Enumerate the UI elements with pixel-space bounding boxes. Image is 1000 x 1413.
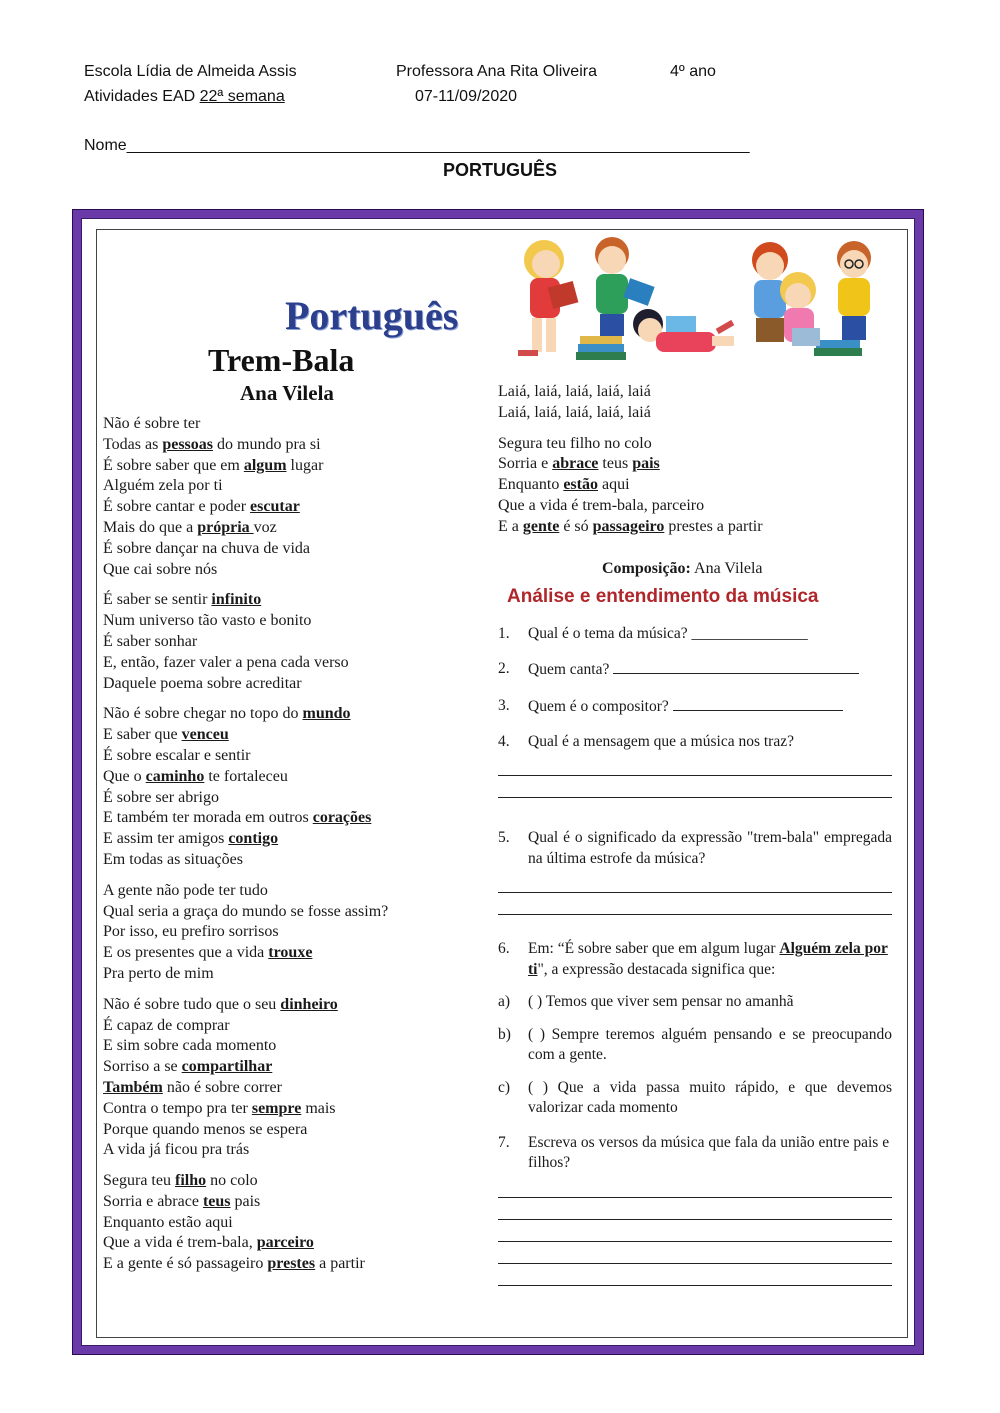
left-lyric-line (103, 725, 473, 746)
lyric-text: Mais do que a (103, 518, 198, 536)
lyric-text: A vida já ficou pra trás (103, 1141, 250, 1159)
option-letter: c) (498, 1078, 511, 1096)
left-stanza (103, 414, 473, 580)
lyric-text: Qual seria a graça do mundo se fosse assim? (103, 902, 389, 920)
left-lyric-line (103, 1140, 473, 1161)
left-lyric-line (103, 1213, 473, 1234)
highlighted-word: gente (522, 517, 560, 535)
lyric-text: pais (230, 1192, 261, 1210)
highlighted-word: mundo (302, 705, 351, 723)
left-lyric-line (103, 414, 473, 435)
highlighted-word: Também (103, 1078, 163, 1096)
lyric-text: É saber se sentir (103, 591, 212, 609)
left-lyric-line (103, 767, 473, 788)
highlighted-word: caminho (145, 767, 205, 785)
left-lyric-line (103, 1120, 473, 1141)
left-lyric-line (103, 1036, 473, 1057)
activity-week: 22ª semana (199, 88, 285, 105)
lyric-text: Sorriso a se (103, 1058, 182, 1076)
question-6-number: 6. (498, 940, 510, 957)
lyric-text: Não é sobre ter (103, 415, 201, 432)
composition-line (602, 559, 763, 580)
lyric-text: Laiá, laiá, laiá, laiá, laiá (498, 383, 651, 400)
question-6-pre: Em: “É sobre saber que em algum lugar (528, 940, 776, 957)
left-lyric-line (103, 881, 473, 902)
lyric-text: lugar (286, 456, 324, 474)
lyric-text: Não é sobre chegar no topo do (103, 705, 303, 723)
lyric-text: Que cai sobre nós (103, 560, 218, 578)
activity-dates: 07-11/09/2020 (415, 88, 518, 105)
question-7-answer-line-3[interactable] (498, 1220, 892, 1242)
lyric-text: Que a vida é trem-bala, parceiro (498, 496, 705, 514)
name-line: ______________________________________________________________________ (126, 137, 750, 154)
question-4-number: 4. (498, 732, 510, 750)
lyric-text: Alguém zela por ti (103, 477, 223, 495)
option-text: ( ) Sempre teremos alguém pensando e se preocupando com a gente. (528, 1025, 892, 1063)
question-4-answer-line-1[interactable] (498, 754, 892, 776)
lyric-text: E saber que (103, 726, 182, 744)
question-7-text: Escreva os versos da música que fala da união entre pais e filhos? (528, 1133, 890, 1171)
highlighted-word: escutar (250, 498, 300, 516)
question-6-post: ", a expressão destacada significa que: (537, 960, 776, 978)
question-7-answer-line-5[interactable] (498, 1264, 892, 1286)
song-title: Trem-Bala (208, 342, 355, 378)
question-5-answer-line-1[interactable] (498, 871, 892, 893)
highlighted-word: compartilhar (181, 1058, 273, 1076)
option-text: ( ) Temos que viver sem pensar no amanhã (528, 993, 794, 1010)
question-6-options (498, 992, 892, 1119)
school-name: Escola Lídia de Almeida Assis (84, 63, 297, 80)
left-lyric-line (103, 943, 473, 964)
lyric-text: E a gente é só passageiro (103, 1255, 268, 1273)
left-lyric-line (103, 456, 473, 477)
lyric-text: não é sobre correr (162, 1078, 282, 1096)
lyric-text: Enquanto (498, 476, 564, 494)
question-7-answer-line-1[interactable] (498, 1176, 892, 1198)
lyric-text: Que a vida é trem-bala, (103, 1234, 257, 1252)
lyric-text: voz (253, 518, 277, 536)
left-lyric-line (103, 850, 473, 871)
left-lyric-line (103, 539, 473, 560)
lyric-text: Sorria e (498, 455, 553, 473)
question-1-number: 1. (498, 625, 510, 642)
highlighted-word: abrace (552, 455, 599, 473)
left-lyric-line (103, 632, 473, 653)
lyric-text: É capaz de comprar (103, 1016, 230, 1034)
left-lyric-line (103, 476, 473, 497)
question-2 (498, 659, 892, 681)
left-stanza (103, 1171, 473, 1275)
left-lyric-line (103, 746, 473, 767)
left-stanza (103, 995, 473, 1161)
question-3-answer-line[interactable] (673, 696, 843, 711)
left-lyric-line (103, 995, 473, 1016)
lyric-text: Num universo tão vasto e bonito (103, 612, 312, 630)
lyric-text: É sobre dançar na chuva de vida (103, 539, 311, 557)
lyric-text: Daquele poema sobre acreditar (103, 674, 302, 692)
lyric-text: E sim sobre cada momento (103, 1037, 277, 1055)
composition-name: Ana Vilela (694, 560, 763, 577)
question-1 (498, 624, 892, 645)
lyric-text: Em todas as situações (103, 850, 243, 868)
highlighted-word: contigo (228, 830, 279, 848)
teacher-name: Professora Ana Rita Oliveira (396, 63, 597, 80)
highlighted-word: prestes (267, 1255, 316, 1273)
question-3-text: Quem é o compositor? (528, 698, 669, 715)
question-7-number: 7. (498, 1133, 510, 1151)
left-stanza (103, 590, 473, 694)
lyric-text: É sobre escalar e sentir (103, 746, 251, 764)
left-lyric-line (103, 788, 473, 809)
highlighted-word: trouxe (268, 944, 313, 962)
lyric-text: É sobre ser abrigo (103, 788, 219, 806)
lyric-text: A gente não pode ter tudo (103, 881, 268, 899)
left-lyric-line (103, 1254, 473, 1275)
lyric-text: teus (598, 455, 633, 473)
lyric-text: E a (498, 517, 523, 535)
question-6-highlight: Alguém zela por ti (528, 940, 888, 978)
lyric-text: Sorria e abrace (103, 1192, 203, 1210)
left-lyric-line (103, 497, 473, 518)
question-1-text: Qual é o tema da música? _______________ (528, 625, 808, 642)
highlighted-word: venceu (181, 726, 229, 744)
lyric-text: Segura teu (103, 1172, 175, 1190)
left-lyric-line (103, 1171, 473, 1192)
question-6 (498, 939, 892, 980)
questions-section (498, 624, 892, 1286)
lyric-text: mais (301, 1099, 336, 1117)
analysis-title: Análise e entendimento da música (507, 586, 819, 607)
question-2-answer-line[interactable] (613, 659, 859, 674)
option-text: ( ) Que a vida passa muito rápido, e que devemos valorizar cada momento (528, 1078, 892, 1116)
lyric-text: Porque quando menos se espera (103, 1120, 308, 1138)
left-lyric-line (103, 435, 473, 456)
grade: 4º ano (670, 63, 716, 80)
highlighted-word: estão (563, 476, 598, 494)
question-4 (498, 732, 892, 753)
lyric-text: prestes a partir (664, 517, 763, 535)
lyric-text: aqui (597, 476, 630, 494)
lyrics-left-column (103, 414, 473, 1285)
right-lyric-line (498, 382, 888, 403)
lyric-text: é só (559, 517, 593, 535)
question-4-answer-line-2[interactable] (498, 776, 892, 798)
highlighted-word: parceiro (256, 1234, 314, 1252)
question-5-number: 5. (498, 829, 510, 846)
question-7-answer-line-2[interactable] (498, 1198, 892, 1220)
subject-title: PORTUGUÊS (442, 160, 557, 180)
lyric-text: Que o (103, 767, 146, 785)
right-lyric-line (498, 475, 888, 496)
left-lyric-line (103, 704, 473, 725)
left-stanza (103, 704, 473, 870)
question-6-option[interactable] (498, 1078, 892, 1119)
question-5-answer-line-2[interactable] (498, 893, 892, 915)
lyric-text: Enquanto estão aqui (103, 1213, 233, 1231)
lyric-text: no colo (206, 1172, 258, 1190)
right-lyric-line (498, 496, 888, 517)
option-letter: b) (498, 1025, 511, 1043)
activity-prefix: Atividades EAD (84, 88, 196, 105)
banner-title: Português (285, 293, 459, 338)
question-7-answer-line-4[interactable] (498, 1242, 892, 1264)
question-5 (498, 828, 892, 869)
question-2-text: Quem canta? (528, 660, 610, 678)
question-6-option[interactable] (498, 1025, 892, 1066)
left-lyric-line (103, 808, 473, 829)
right-lyric-line (498, 517, 888, 538)
composition-label: Composição: (602, 560, 691, 577)
song-artist: Ana Vilela (240, 381, 334, 405)
question-3 (498, 696, 892, 718)
highlighted-word: algum (243, 456, 287, 474)
left-lyric-line (103, 922, 473, 943)
left-lyric-line (103, 560, 473, 581)
lyric-text: do mundo pra si (213, 435, 321, 453)
lyric-text: a partir (315, 1255, 365, 1273)
lyric-text: E os presentes que a vida (103, 944, 269, 962)
left-lyric-line (103, 829, 473, 850)
option-letter: a) (498, 993, 511, 1010)
question-7 (498, 1133, 892, 1174)
lyrics-right-column (498, 382, 888, 548)
highlighted-word: dinheiro (280, 995, 338, 1013)
question-2-number: 2. (498, 659, 510, 677)
children-reading-illustration-icon (516, 232, 892, 368)
left-lyric-line (103, 902, 473, 923)
right-lyric-line (498, 434, 888, 455)
lyric-text: É sobre saber que em (103, 456, 244, 474)
left-lyric-line (103, 1099, 473, 1120)
left-lyric-line (103, 674, 473, 695)
question-4-text: Qual é a mensagem que a música nos traz? (528, 732, 794, 750)
highlighted-word: sempre (251, 1099, 302, 1117)
left-lyric-line (103, 1233, 473, 1254)
lyric-text: Não é sobre tudo que o seu (103, 995, 281, 1013)
question-6-option[interactable] (498, 992, 892, 1013)
question-5-text: Qual é o significado da expressão "trem-bala" empregada na última estrofe da música? (528, 829, 892, 867)
lyric-text: Laiá, laiá, laiá, laiá, laiá (498, 403, 651, 421)
lyric-text: É sobre cantar e poder (103, 498, 251, 516)
lyric-text: te fortaleceu (204, 767, 288, 785)
left-lyric-line (103, 964, 473, 985)
left-lyric-line (103, 1016, 473, 1037)
left-lyric-line (103, 611, 473, 632)
lyric-text: Pra perto de mim (103, 964, 214, 982)
question-3-number: 3. (498, 697, 510, 714)
lyric-text: É saber sonhar (103, 632, 198, 650)
highlighted-word: passageiro (592, 517, 665, 535)
right-stanza (498, 382, 888, 424)
lyric-text: Contra o tempo pra ter (103, 1099, 252, 1117)
right-lyric-line (498, 403, 888, 424)
left-lyric-line (103, 518, 473, 539)
lyric-text: E assim ter amigos (103, 830, 229, 848)
highlighted-word: pessoas (162, 435, 213, 453)
left-lyric-line (103, 653, 473, 674)
lyric-text: E também ter morada em outros (103, 809, 313, 827)
right-lyric-line (498, 454, 888, 475)
lyric-text: Todas as (103, 435, 163, 453)
lyric-text: Por isso, eu prefiro sorrisos (103, 923, 279, 941)
highlighted-word: corações (312, 809, 372, 827)
name-label: Nome (84, 137, 127, 154)
name-field (84, 135, 750, 157)
activity-line (84, 86, 285, 108)
highlighted-word: filho (174, 1172, 207, 1190)
left-lyric-line (103, 1057, 473, 1078)
highlighted-word: teus (202, 1192, 231, 1210)
left-lyric-line (103, 1192, 473, 1213)
lyric-text: E, então, fazer valer a pena cada verso (103, 653, 349, 671)
highlighted-word: infinito (211, 591, 262, 609)
highlighted-word: própria (197, 518, 254, 536)
left-lyric-line (103, 1078, 473, 1099)
lyric-text: Segura teu filho no colo (498, 434, 652, 452)
right-stanza (498, 434, 888, 538)
left-stanza (103, 881, 473, 985)
highlighted-word: pais (632, 455, 660, 473)
left-lyric-line (103, 590, 473, 611)
